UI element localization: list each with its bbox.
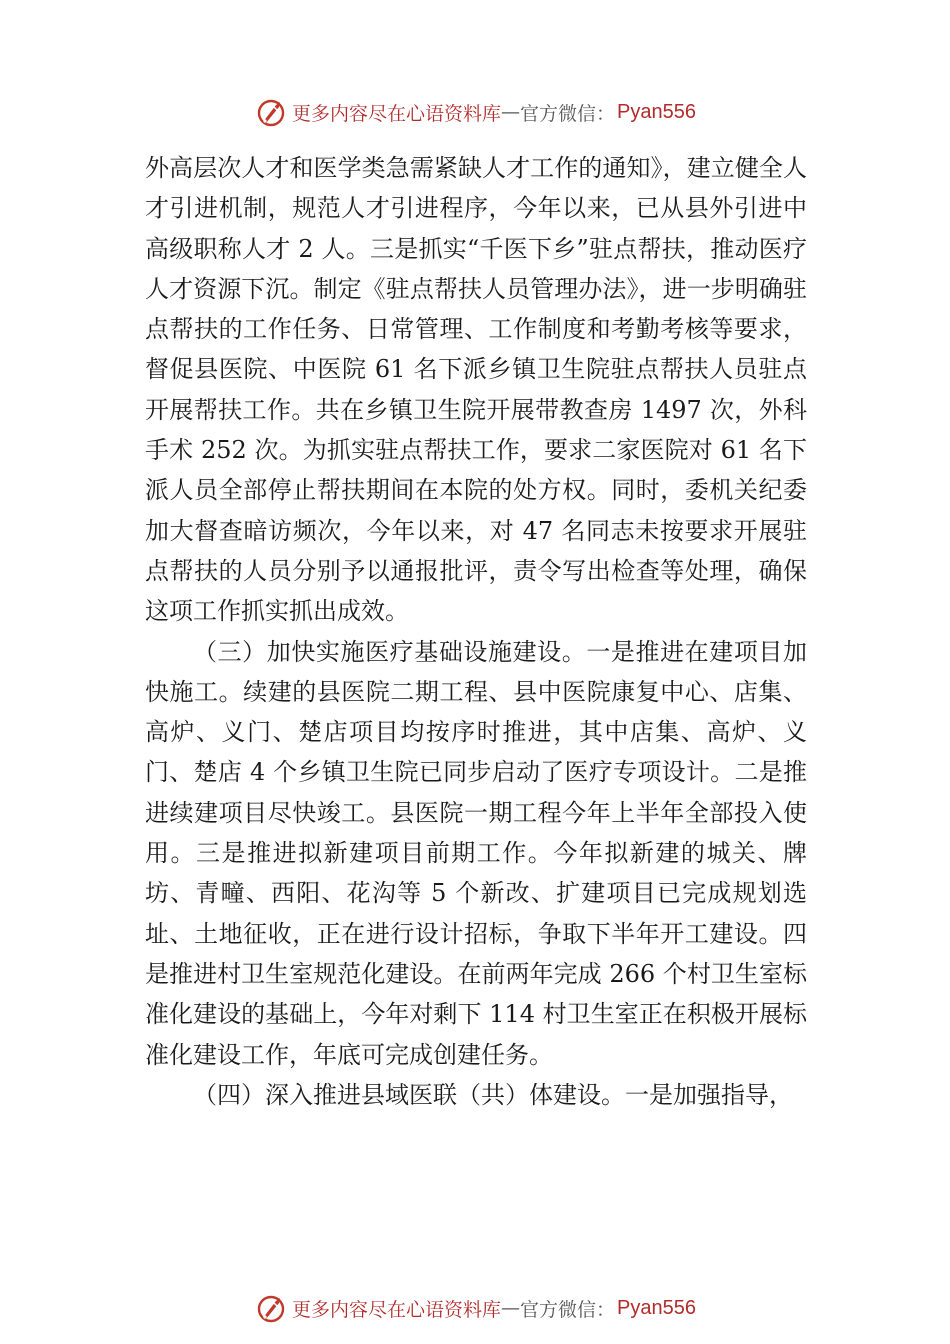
pen-nib-seal-icon xyxy=(254,95,288,129)
footer-banner xyxy=(0,1288,950,1328)
paragraph-continued: 外高层次人才和医学类急需紧缺人才工作的通知》，建立健全人才引进机制，规范人才引进程序，今年以来，已从县外引进中高级职称人才 2 人。三是抓实“千医下乡”驻点帮扶，推动医疗人才资源下沉。制定《驻点帮扶人员管理办法》，进一步明确驻点帮扶的工作任务、日常管理、工作制度和考勤考核等要求，督促县医院、中医院 61 名下派乡镇卫生院驻点帮扶人员驻点开展帮扶工作。共在乡镇卫生院开展带教查房 1497 次，外科手术 252 次。为抓实驻点帮扶工作，要求二家医院对 61 名下派人员全部停止帮扶期间在本院的处方权。同时，委机关纪委加大督查暗访频次，今年以来，对 47 名同志未按要求开展驻点帮扶的人员分别予以通报批评，责令写出检查等处理，确保这项工作抓实抓出成效。 xyxy=(145,154,807,626)
banner-wechat-id: Pyan556 xyxy=(617,1296,696,1319)
header-banner xyxy=(0,92,950,132)
banner-dash: — xyxy=(501,101,521,123)
document-body xyxy=(145,148,807,1115)
paragraph-section-three: （三）加快实施医疗基础设施建设。一是推进在建项目加快施工。续建的县医院二期工程、县中医院康复中心、店集、高炉、义门、楚店项目均按序时推进，其中店集、高炉、义门、楚店 4 个乡镇卫生院已同步启动了医疗专项设计。二是推进续建项目尽快竣工。县医院一期工程今年上半年全部投入使用。三是推进拟新建项目前期工作。今年拟新建的城关、牌坊、青疃、西阳、花沟等 5 个新改、扩建项目已完成规划选址、土地征收，正在进行设计招标，争取下半年开工建设。四是推进村卫生室规范化建设。在前两年完成 266 个村卫生室标准化建设的基础上，今年对剩下 114 村卫生室正在积极开展标准化建设工作，年底可完成创建任务。 xyxy=(145,637,807,1069)
banner-slogan: 更多内容尽在心语资料库 xyxy=(292,102,502,125)
banner-wechat-id: Pyan556 xyxy=(617,100,696,123)
paragraph-section-four: （四）深入推进县域医联（共）体建设。一是加强指导， xyxy=(193,1080,793,1109)
banner-wechat-label: 官方微信： xyxy=(520,102,616,125)
banner-wechat-label: 官方微信： xyxy=(520,1298,616,1321)
pen-nib-seal-icon xyxy=(254,1291,288,1325)
banner-slogan: 更多内容尽在心语资料库 xyxy=(292,1298,502,1321)
banner-dash: — xyxy=(501,1297,521,1319)
